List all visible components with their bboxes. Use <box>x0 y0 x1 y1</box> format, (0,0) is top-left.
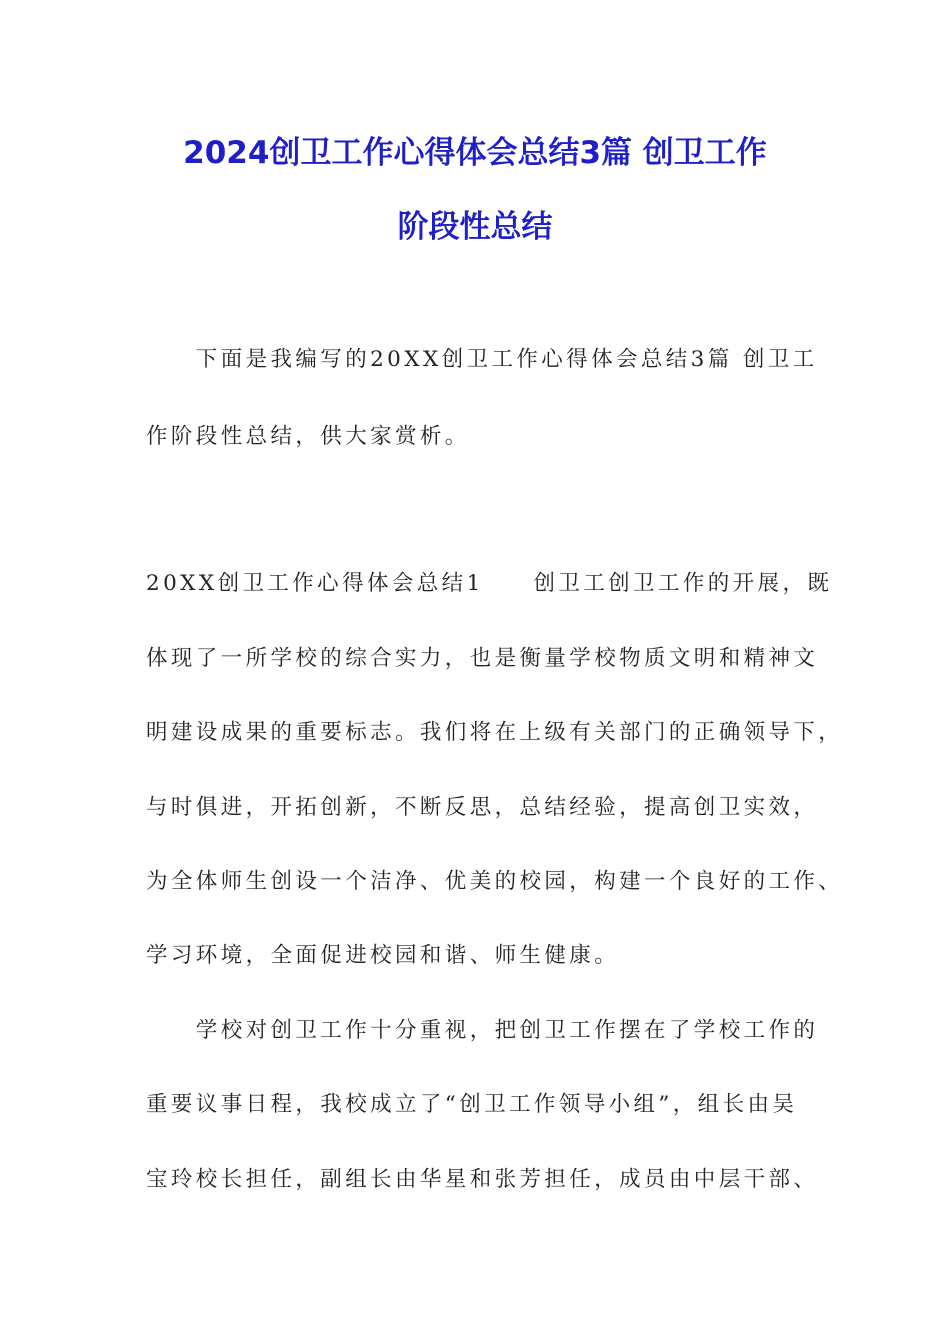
paragraph-line: 与时俱进，开拓创新，不断反思，总结经验，提高创卫实效， <box>146 795 819 820</box>
document-title-line-1: 2024创卫工作心得体会总结3篇 创卫工作 <box>183 135 767 171</box>
paragraph-line: 明建设成果的重要标志。我们将在上级有关部门的正确领导下， <box>146 720 844 745</box>
paragraph-line: 20XX创卫工作心得体会总结1 创卫工创卫工作的开展，既 <box>146 571 833 596</box>
document-title-line-2: 阶段性总结 <box>397 209 553 245</box>
paragraph-line: 重要议事日程，我校成立了“创卫工作领导小组”，组长由吴 <box>146 1092 798 1117</box>
paragraph-line: 学校对创卫工作十分重视，把创卫工作摆在了学校工作的 <box>146 1018 819 1043</box>
paragraph-line: 宝玲校长担任，副组长由华星和张芳担任，成员由中层干部、 <box>146 1167 819 1192</box>
paragraph-line: 下面是我编写的20XX创卫工作心得体会总结3篇 创卫工 <box>146 347 818 372</box>
paragraph-line: 学习环境，全面促进校园和谐、师生健康。 <box>146 943 620 968</box>
paragraph-line: 作阶段性总结，供大家赏析。 <box>146 424 470 449</box>
paragraph-line: 体现了一所学校的综合实力，也是衡量学校物质文明和精神文 <box>146 646 819 671</box>
paragraph-line: 为全体师生创设一个洁净、优美的校园，构建一个良好的工作、 <box>146 869 844 894</box>
